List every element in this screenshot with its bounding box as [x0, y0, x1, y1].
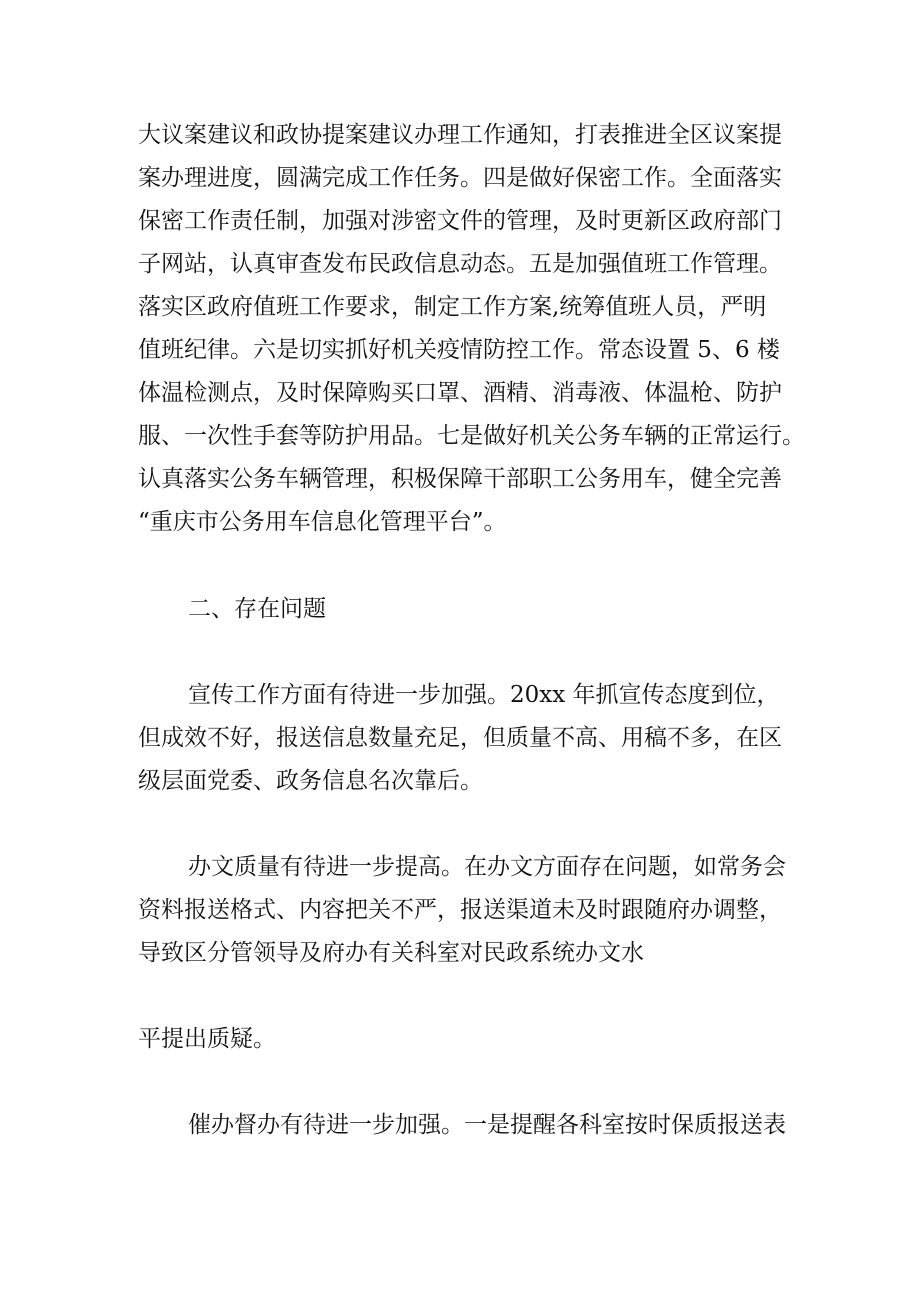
text-line: 落实区政府值班工作要求，制定工作方案,统筹值班人员，严明 [138, 294, 767, 320]
text-line: 办文质量有待进一步提高。在办文方面存在问题，如常务会 [188, 854, 786, 880]
text-line: 平提出质疑。 [138, 1026, 276, 1052]
text-line: 保密工作责任制，加强对涉密文件的管理，及时更新区政府部门 [138, 208, 782, 234]
text-line: 值班纪律。六是切实抓好机关疫情防控工作。常态设置 5、6 楼 [138, 337, 780, 363]
text-line: 案办理进度，圆满完成工作任务。四是做好保密工作。全面落实 [138, 165, 782, 191]
text-line: 服、一次性手套等防护用品。七是做好机关公务车辆的正常运行。 [138, 423, 805, 449]
text-line: 级层面党委、政务信息名次靠后。 [138, 768, 483, 794]
text-line: 资料报送格式、内容把关不严，报送渠道未及时跟随府办调整， [138, 897, 782, 923]
text-line: 催办督办有待进一步加强。一是提醒各科室按时保质报送表 [188, 1112, 786, 1138]
text-line: 大议案建议和政协提案建议办理工作通知，打表推进全区议案提 [138, 122, 782, 148]
section-heading: 二、存在问题 [188, 596, 326, 622]
text-line: “重庆市公务用车信息化管理平台”。 [138, 509, 507, 535]
text-line: 导致区分管领导及府办有关科室对民政系统办文水 [138, 940, 644, 966]
text-line: 子网站，认真审查发布民政信息动态。五是加强值班工作管理。 [138, 251, 782, 277]
text-line: 宣传工作方面有待进一步加强。20xx 年抓宣传态度到位， [188, 682, 780, 708]
text-line: 但成效不好，报送信息数量充足，但质量不高、用稿不多，在区 [138, 725, 782, 751]
text-line: 体温检测点，及时保障购买口罩、酒精、消毒液、体温枪、防护 [138, 380, 782, 406]
text-line: 认真落实公务车辆管理，积极保障干部职工公务用车，健全完善 [138, 466, 782, 492]
